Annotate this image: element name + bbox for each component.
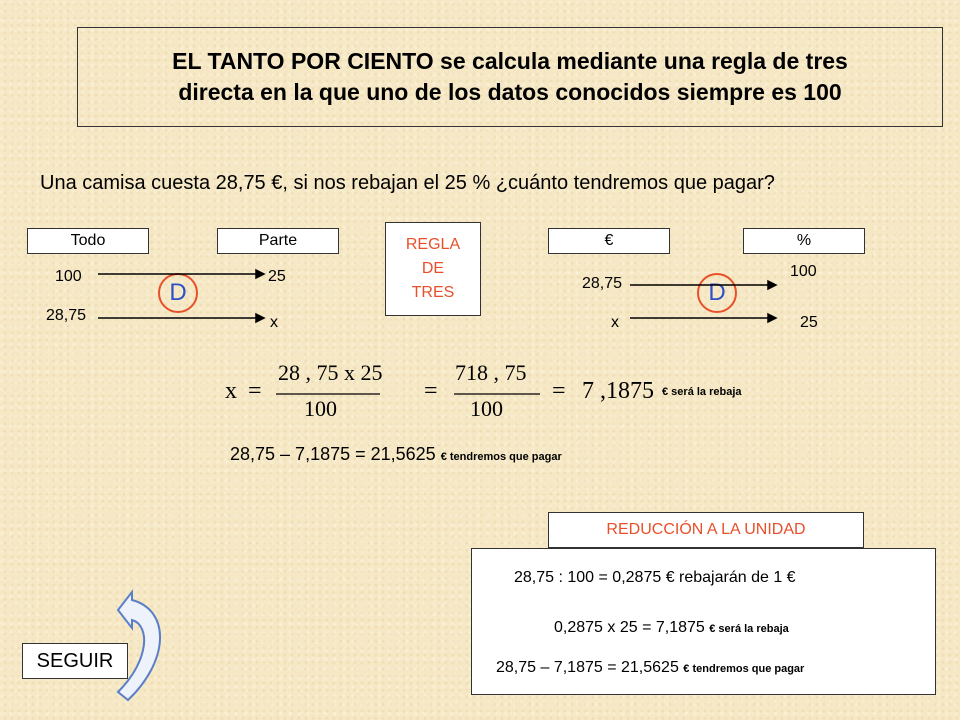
title-bold: EL TANTO POR CIENTO — [172, 48, 434, 74]
seguir-button[interactable]: SEGUIR — [22, 643, 128, 679]
formula-eq-1: = — [248, 378, 262, 404]
right-arrow-top-head — [768, 281, 776, 289]
formula-numerator-1: 28 , 75 x 25 — [278, 360, 383, 385]
right-direct-letter: D — [708, 279, 726, 306]
subtraction-line — [230, 444, 562, 465]
right-row2-euro: x — [611, 314, 619, 331]
right-arrow-bottom-head — [768, 314, 776, 322]
regla-line-3: TRES — [411, 284, 455, 301]
regla-line-1: REGLA — [405, 236, 461, 253]
header-euro: € — [548, 228, 670, 254]
formula-note: € será la rebaja — [662, 386, 742, 398]
problem-statement: Una camisa cuesta 28,75 €, si nos rebajan el 25 % ¿cuánto tendremos que pagar? — [40, 172, 775, 194]
unit-line-2-note: € será la rebaja — [709, 623, 789, 635]
header-parte: Parte — [217, 228, 339, 254]
left-row2-todo: 28,75 — [46, 307, 87, 324]
formula-eq-3: = — [552, 378, 566, 404]
formula-denominator-1: 100 — [304, 396, 337, 421]
header-todo: Todo — [27, 228, 149, 254]
right-row1-percent: 100 — [790, 263, 817, 280]
formula-numerator-2: 718 , 75 — [455, 360, 527, 385]
header-percent: % — [743, 228, 865, 254]
left-row2-parte: x — [270, 314, 278, 331]
unit-line-3-note: € tendremos que pagar — [683, 663, 805, 675]
unit-line-2 — [554, 619, 789, 637]
left-row1-todo: 100 — [55, 268, 82, 285]
subtraction-note: € tendremos que pagar — [440, 451, 562, 463]
left-row1-parte: 25 — [268, 268, 286, 285]
formula-result: 7 ,1875 — [582, 378, 654, 404]
formula-denominator-2: 100 — [470, 396, 503, 421]
left-arrow-bottom-head — [256, 314, 264, 322]
unit-line-1: 28,75 : 100 = 0,2875 € rebajarán de 1 € — [514, 569, 796, 586]
unit-line-3-text: 28,75 – 7,1875 = 21,5625 — [496, 659, 679, 676]
unit-line-3 — [496, 659, 804, 677]
formula-x: x — [225, 378, 237, 404]
unit-method-header: REDUCCIÓN A LA UNIDAD — [548, 512, 864, 548]
left-arrow-top-head — [256, 270, 264, 278]
title-rest: se calcula mediante una regla de tres — [433, 48, 848, 74]
formula-eq-2: = — [424, 378, 438, 404]
regla-line-2: DE — [421, 260, 445, 277]
title-line-2: directa en la que uno de los datos conocidos siempre es 100 — [178, 79, 842, 105]
unit-method-box — [471, 548, 936, 695]
right-row2-percent: 25 — [800, 314, 818, 331]
unit-line-2-text: 0,2875 x 25 = 7,1875 — [554, 619, 705, 636]
left-direct-letter: D — [169, 279, 187, 306]
subtraction-text: 28,75 – 7,1875 = 21,5625 — [230, 444, 436, 464]
right-row1-euro: 28,75 — [582, 275, 623, 292]
